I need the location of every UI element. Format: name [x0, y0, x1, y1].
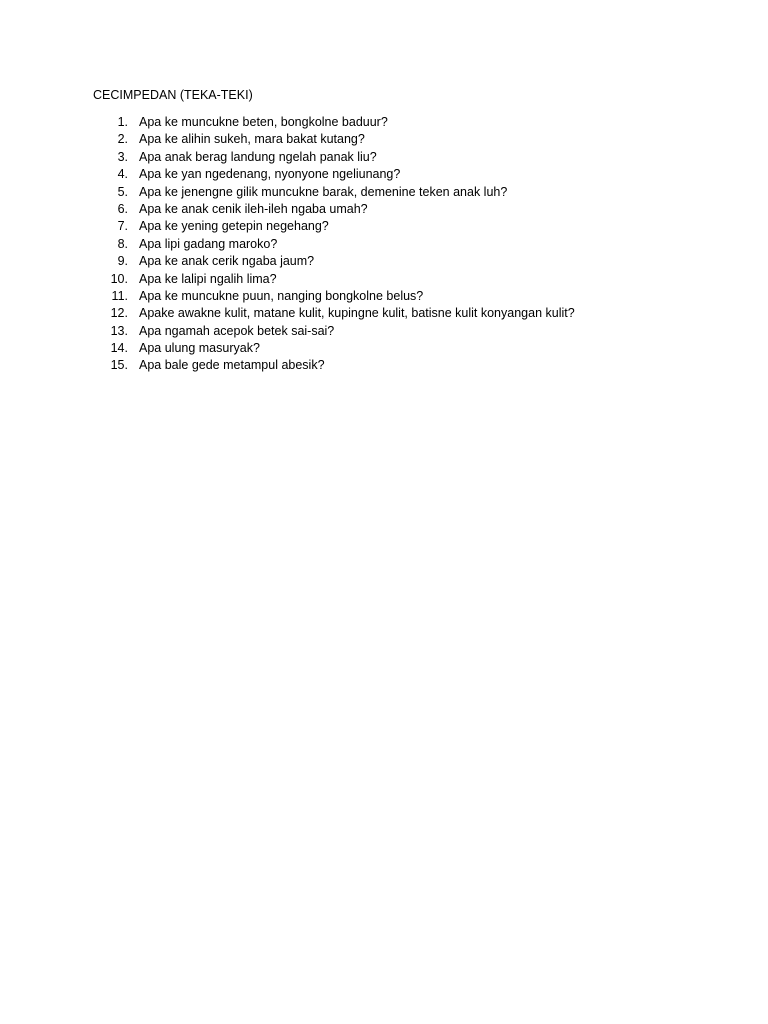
item-text: Apa bale gede metampul abesik? — [139, 358, 325, 373]
item-number: 2. — [117, 132, 128, 147]
item-text: Apa ke muncukne puun, nanging bongkolne belus? — [139, 288, 424, 303]
item-number: 12. — [110, 306, 128, 321]
item-number: 5. — [117, 184, 128, 199]
item-number: 14. — [110, 341, 128, 356]
item-number: 11. — [111, 288, 128, 303]
item-text: Apa lipi gadang maroko? — [139, 236, 278, 251]
item-text: Apa ke muncukne beten, bongkolne baduur? — [139, 115, 388, 129]
item-number: 13. — [110, 323, 128, 338]
item-text: Apa ke anak cenik ileh-ileh ngaba umah? — [139, 201, 368, 216]
item-text: Apa anak berag landung ngelah panak liu? — [139, 149, 377, 164]
item-text: Apa ke lalipi ngalih lima? — [139, 271, 277, 286]
item-number: 6. — [117, 201, 128, 216]
item-number: 8. — [117, 236, 128, 251]
item-text: Apa ke alihin sukeh, mara bakat kutang? — [139, 132, 365, 147]
item-text: Apa ngamah acepok betek sai-sai? — [139, 323, 335, 338]
item-number: 1. — [117, 115, 128, 129]
item-text: Apa ke yening getepin negehang? — [139, 219, 329, 234]
item-text: Apa ke anak cerik ngaba jaum? — [139, 254, 315, 269]
item-text: Apa ke jenengne gilik muncukne barak, demenine teken anak luh? — [139, 184, 508, 199]
item-text: Apa ulung masuryak? — [139, 341, 260, 356]
item-number: 15. — [110, 358, 128, 373]
item-number: 7. — [117, 219, 128, 234]
item-text: Apa ke yan ngedenang, nyonyone ngeliunang? — [139, 167, 401, 182]
item-number: 9. — [117, 254, 128, 269]
item-number: 4. — [117, 167, 128, 182]
item-number: 3. — [117, 149, 128, 164]
item-text: Apake awakne kulit, matane kulit, kupingne kulit, batisne kulit konyangan kulit? — [139, 306, 575, 321]
item-number: 10. — [110, 271, 128, 286]
document-title: CECIMPEDAN (TEKA-TEKI) — [93, 88, 253, 102]
